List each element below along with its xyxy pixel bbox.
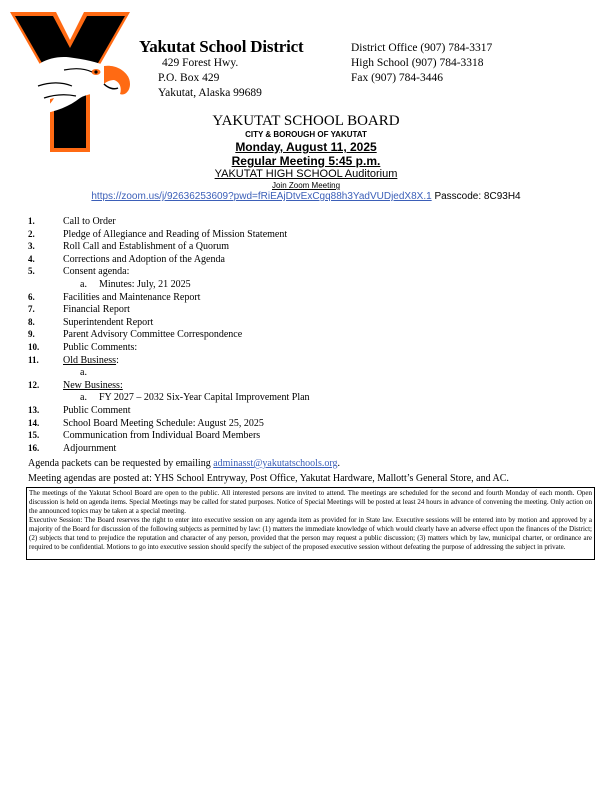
agenda-number: 13. [28, 405, 40, 415]
posted-note: Meeting agendas are posted at: YHS School Entryway, Post Office, Yakutat Hardware, Mallott’s General Store, and AC. [28, 473, 509, 484]
agenda-number: 3. [28, 241, 35, 252]
agenda-sub-letter: a. [80, 367, 87, 379]
agenda-text [63, 216, 116, 227]
agenda-text-suffix: : [116, 354, 119, 366]
district-address [158, 56, 262, 101]
agenda-text-main: Consent agenda: [63, 266, 130, 278]
agenda-text [63, 292, 200, 303]
agenda-sub-letter: a. [80, 392, 87, 404]
zoom-passcode: Passcode: 8C93H4 [434, 191, 521, 202]
agenda-number: 1. [28, 216, 35, 226]
agenda-text-main: Corrections and Adoption of the Agenda [63, 253, 225, 265]
agenda-number: 9. [28, 329, 35, 340]
agenda-text [63, 254, 225, 265]
phone-line: District Office (907) 784-3317 [351, 42, 493, 54]
agenda-text-main: Superintendent Report [63, 316, 154, 328]
agenda-sub-text: FY 2027 – 2032 Six-Year Capital Improvement Plan [99, 392, 310, 404]
agenda-text-main: Roll Call and Establishment of a Quorum [63, 241, 230, 253]
agenda-text-main: Pledge of Allegiance and Reading of Mission Statement [63, 228, 288, 240]
agenda-number: 7. [28, 304, 35, 315]
agenda-sub-text: Minutes: July, 21 2025 [99, 279, 191, 290]
agenda-text [63, 430, 260, 441]
agenda-number: 15. [28, 430, 40, 441]
agenda-text [63, 418, 264, 429]
packets-text: Agenda packets can be requested by emailing [28, 458, 214, 469]
agenda-text-main: New Business: [63, 379, 123, 391]
agenda-text-main: Facilities and Maintenance Report [63, 291, 201, 303]
address-line: Yakutat, Alaska 99689 [158, 87, 262, 99]
packets-note [28, 458, 340, 469]
agenda-text-main: School Board Meeting Schedule: August 25, 2025 [63, 417, 264, 429]
agenda-text-main: Public Comment [63, 405, 131, 416]
zoom-line [0, 191, 612, 202]
phone-line: Fax (907) 784-3446 [351, 72, 443, 84]
address-line: 429 Forest Hwy. [162, 57, 239, 69]
agenda-text-main: Parent Advisory Committee Correspondence [63, 329, 243, 341]
agenda-text-main: Public Comments: [63, 342, 138, 353]
agenda-text-main: Adjournment [63, 442, 117, 454]
agenda-text [63, 443, 116, 454]
agenda-number: 4. [28, 253, 35, 264]
agenda-sub-letter: a. [80, 279, 87, 290]
agenda-number: 16. [28, 442, 40, 453]
agenda-text [63, 304, 130, 315]
agenda-text [63, 241, 229, 252]
agenda-number: 11. [28, 354, 39, 365]
agenda-text [63, 329, 242, 340]
agenda-number: 14. [28, 417, 40, 428]
email-link[interactable]: adminasst@yakutatschools.org [213, 458, 338, 469]
agenda-number: 8. [28, 316, 35, 327]
notice-paragraph: Executive Session: The Board reserves the right to enter into executive session on any agenda item as provided for in State law. Executive sessions will be entered into by motion and approved by a majority of the Board for discussion of the following subjects as permitted by law: (1) matters the immediate knowledge of which would clearly have an adverse effect upon the finances of the District; (2) subjects that tend to prejudice the reputation and character of any person, provided that the person may request a public discussion; (3) matters which by law, municipal charter, or ordinance are required to be confidential. Motions to go into executive session should specify the subject of the proposed executive session without defeating the purpose of addressing the subject in private. [29, 516, 592, 551]
meeting-date: Monday, August 11, 2025 [235, 140, 377, 154]
agenda-text [63, 317, 153, 328]
address-line: P.O. Box 429 [158, 72, 220, 84]
agenda-number: 6. [28, 291, 35, 302]
meeting-type: Regular Meeting 5:45 p.m. [231, 154, 381, 168]
agenda-text-main: Communication from Individual Board Members [63, 430, 261, 442]
agenda-text [63, 229, 287, 240]
agenda-text-main: Call to Order [63, 216, 116, 227]
notice-box [26, 487, 595, 560]
agenda-number: 5. [28, 266, 35, 277]
district-name: Yakutat School District [139, 37, 304, 56]
agenda-text [63, 266, 129, 277]
board-title: YAKUTAT SCHOOL BOARD [212, 113, 400, 129]
notice-paragraph: The meetings of the Yakutat School Board are open to the public. All interested persons are invited to attend. The meetings are scheduled for the second and fourth Monday of each month. Open discussion is held on agenda items. Special Meetings may be called for stated purposes. Notice of Special Meetings will be posted at least 24 hours in advance of convening the meeting. Only action on the announced topics may be taken at a special meeting. [29, 489, 592, 515]
agenda-number: 12. [28, 379, 40, 390]
agenda-text [63, 405, 131, 416]
agenda-number: 2. [28, 228, 35, 239]
meeting-location: YAKUTAT HIGH SCHOOL Auditorium [214, 168, 398, 180]
zoom-label: Join Zoom Meeting [271, 181, 341, 190]
phone-line: High School (907) 784-3318 [351, 57, 484, 69]
agenda-number: 10. [28, 342, 40, 352]
agenda-text [63, 380, 123, 391]
agenda-text [63, 342, 137, 353]
district-phones [351, 41, 492, 86]
packets-suffix: . [337, 458, 341, 469]
agenda-text-main: Financial Report [63, 304, 130, 316]
zoom-link[interactable]: https://zoom.us/j/92636253609?pwd=fRiEAjDtvExCgq88h3YadVUDjedX8X.1 [91, 191, 432, 202]
agenda-text-main: Old Business [63, 354, 117, 366]
board-subtitle: CITY & BOROUGH OF YAKUTAT [245, 130, 367, 139]
agenda-text [63, 355, 119, 366]
